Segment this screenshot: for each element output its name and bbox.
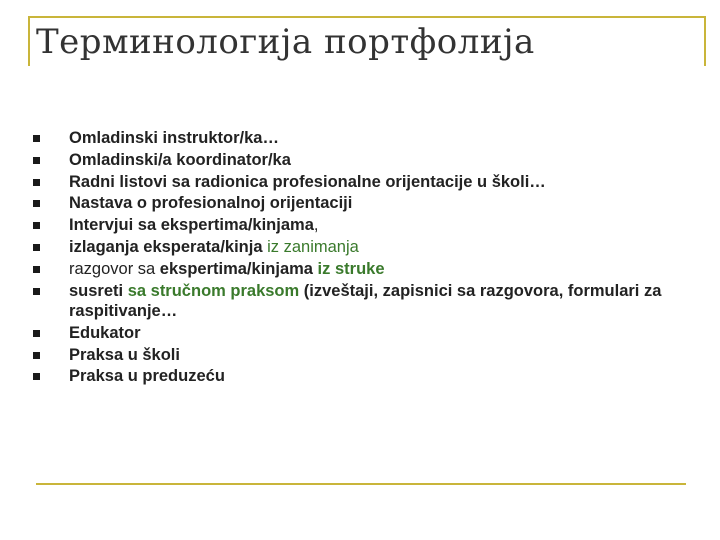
square-bullet-icon: [33, 330, 40, 337]
item-text-highlight: iz struke: [312, 259, 385, 278]
square-bullet-icon: [33, 288, 40, 295]
item-text-normal: ,: [313, 216, 319, 235]
item-text-highlight: iz zanimanja: [262, 237, 359, 256]
square-bullet-icon: [33, 266, 40, 273]
list-item: [30, 193, 690, 214]
frame-left-line: [28, 16, 30, 66]
item-text: Praksa u preduzeću: [69, 367, 225, 386]
item-text: Nastava o profesionalnoj orijentaciji: [69, 194, 353, 213]
list-item: [30, 237, 690, 258]
item-text: ekspertima/kinjama: [159, 259, 313, 278]
square-bullet-icon: [33, 373, 40, 380]
item-text: Radni listovi sa radionica profesionalne orijentacije u školi…: [69, 172, 546, 191]
square-bullet-icon: [33, 179, 40, 186]
list-item: [30, 172, 690, 193]
item-text: izlaganja eksperata/kinja: [69, 237, 263, 256]
item-text: susreti: [69, 281, 128, 300]
square-bullet-icon: [33, 157, 40, 164]
item-text-normal: razgovor sa: [69, 259, 160, 278]
item-text: Omladinski instruktor/ka…: [69, 129, 279, 147]
item-text: Praksa u školi: [69, 345, 180, 364]
item-text: Edukator: [69, 323, 141, 342]
list-item: [30, 259, 690, 280]
list-item: [30, 150, 690, 171]
square-bullet-icon: [33, 352, 40, 359]
bottom-rule-line: [36, 483, 686, 485]
square-bullet-icon: [33, 244, 40, 251]
list-item: [30, 128, 690, 149]
list-item: [30, 345, 690, 366]
bullet-list: [30, 128, 690, 388]
square-bullet-icon: [33, 200, 40, 207]
square-bullet-icon: [33, 222, 40, 229]
item-text: Omladinski/a koordinator/ka: [69, 150, 291, 169]
square-bullet-icon: [33, 135, 40, 142]
slide-title: Терминологија портфолија: [36, 22, 535, 62]
list-item: [30, 366, 690, 387]
item-text: (izveštaji, zapisnici sa razgovora, formulari za raspitivanje…: [69, 281, 662, 321]
item-text-highlight: sa stručnom praksom: [127, 281, 300, 300]
item-text: Intervjui sa ekspertima/kinjama: [69, 216, 314, 235]
list-item: [30, 281, 690, 322]
list-item: [30, 215, 690, 236]
frame-top-line: [28, 16, 706, 18]
frame-right-line: [704, 16, 706, 66]
list-item: [30, 323, 690, 344]
